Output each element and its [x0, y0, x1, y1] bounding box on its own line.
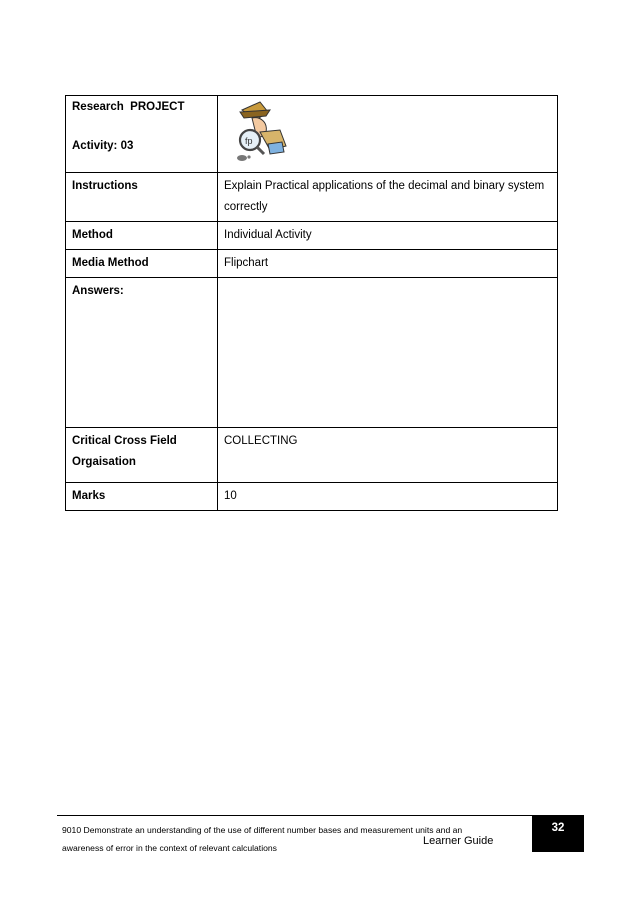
- svg-text:fp: fp: [245, 136, 253, 146]
- marks-row: [66, 483, 558, 511]
- answers-value: [218, 278, 558, 428]
- page-footer: [57, 815, 584, 852]
- instructions-value: Explain Practical applications of the decimal and binary system correctly: [218, 173, 558, 222]
- media-method-value: Flipchart: [218, 250, 558, 278]
- header-row: [66, 96, 558, 173]
- activity-table: [65, 95, 558, 511]
- critical-label: [66, 428, 218, 483]
- footer-learner-guide: Learner Guide: [423, 835, 494, 847]
- footer-line-2: awareness of error in the context of relevant calculations: [62, 843, 277, 853]
- header-cell: [66, 96, 218, 173]
- critical-label-line2: Orgaisation: [72, 456, 136, 468]
- critical-cross-field-row: [66, 428, 558, 483]
- answers-row: [66, 278, 558, 428]
- marks-value: 10: [218, 483, 558, 511]
- instructions-label: Instructions: [66, 173, 218, 222]
- instructions-row: [66, 173, 558, 222]
- critical-label-line1: Critical Cross Field: [72, 435, 177, 447]
- project-title: Research PROJECT: [72, 101, 185, 113]
- media-method-row: [66, 250, 558, 278]
- detective-magnifier-icon: [230, 100, 290, 164]
- method-value: Individual Activity: [218, 222, 558, 250]
- page-number: 32: [532, 816, 584, 852]
- media-method-label: Media Method: [66, 250, 218, 278]
- marks-label: Marks: [66, 483, 218, 511]
- clipart-cell: [218, 96, 558, 173]
- activity-number: Activity: 03: [72, 140, 134, 152]
- footer-line-1: 9010 Demonstrate an understanding of the use of different number bases and measurement units and an: [62, 825, 463, 835]
- answers-label: Answers:: [66, 278, 218, 428]
- critical-value: COLLECTING: [218, 428, 558, 483]
- method-row: [66, 222, 558, 250]
- method-label: Method: [66, 222, 218, 250]
